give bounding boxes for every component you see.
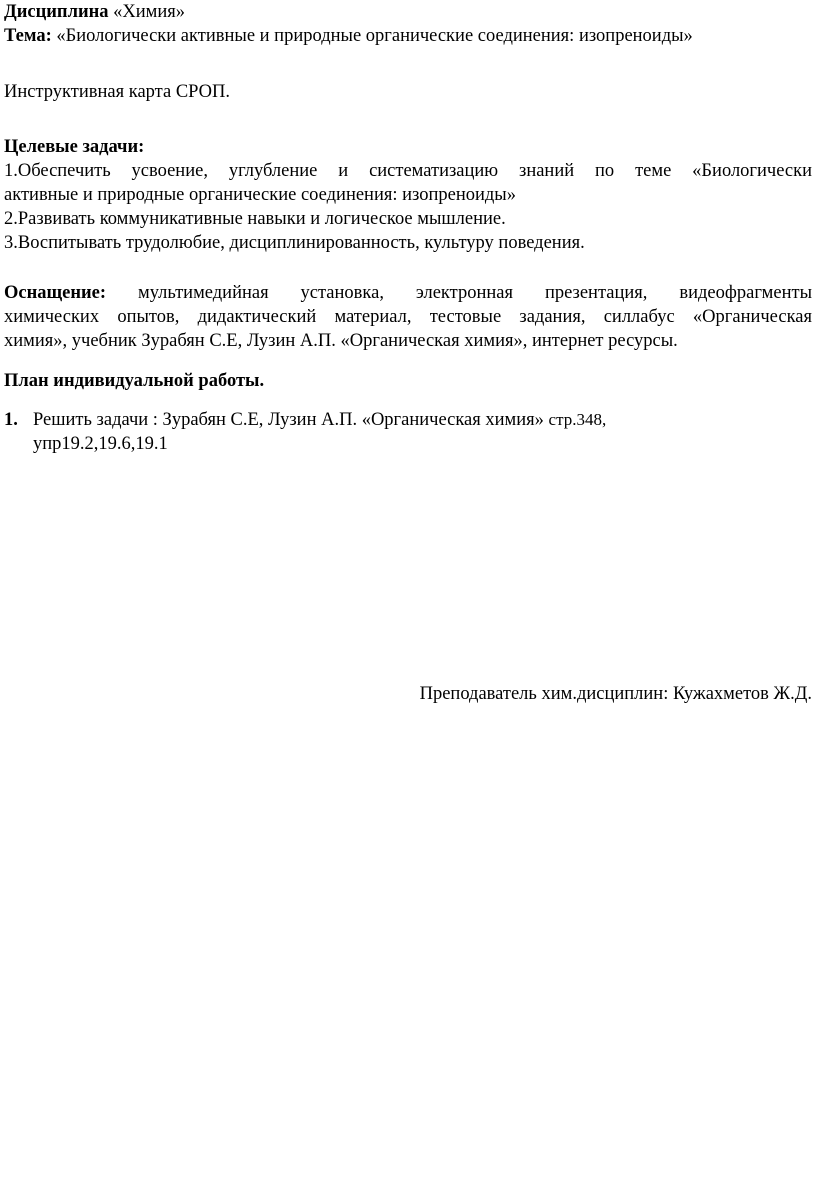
spacer bbox=[4, 104, 812, 135]
equipment-line-3: химия», учебник Зурабян С.Е, Лузин А.П. «Органическая химия», интернет ресурсы. bbox=[4, 331, 678, 351]
spacer bbox=[4, 48, 812, 80]
topic-value: «Биологически активные и природные органические соединения: изопреноиды» bbox=[56, 26, 693, 46]
plan-item-line-1 bbox=[33, 408, 812, 432]
plan-heading bbox=[4, 369, 812, 393]
plan-item-ref: стр.348, bbox=[548, 410, 607, 429]
discipline-label: Дисциплина bbox=[4, 2, 109, 22]
topic-label: Тема: bbox=[4, 26, 52, 46]
equipment-text-1: мультимедийная установка, электронная презентация, видеофрагменты bbox=[137, 283, 812, 303]
goal-item-1-line-1: 1.Обеспечить усвоение, углубление и систематизацию знаний по теме «Биологически bbox=[4, 161, 812, 181]
equipment-line-2: химических опытов, дидактический материал, тестовые задания, силлабус «Органическая bbox=[4, 307, 812, 327]
topic-line bbox=[4, 24, 812, 48]
plan-item-body bbox=[33, 408, 812, 456]
spacer bbox=[4, 393, 812, 408]
plan-heading-text: План индивидуальной работы. bbox=[4, 371, 265, 391]
equipment-label: Оснащение: bbox=[4, 283, 107, 303]
discipline-value: «Химия» bbox=[113, 2, 186, 22]
plan-item-line-2: упр19.2,19.6,19.1 bbox=[33, 434, 168, 454]
goal-item-3: 3.Воспитывать трудолюбие, дисциплинированность, культуру поведения. bbox=[4, 233, 585, 253]
plan-item-text: Решить задачи : Зурабян С.Е, Лузин А.П. «Органическая химия» bbox=[33, 410, 544, 430]
document-page bbox=[4, 0, 812, 456]
card-title: Инструктивная карта СРОП. bbox=[4, 82, 231, 102]
goal-item-1-line-2: активные и природные органические соединения: изопреноиды» bbox=[4, 185, 516, 205]
equipment-line-1 bbox=[4, 281, 812, 305]
spacer bbox=[4, 353, 812, 369]
goals-heading-text: Целевые задачи: bbox=[4, 137, 145, 157]
spacer bbox=[4, 255, 812, 281]
goal-item-2: 2.Развивать коммуникативные навыки и логическое мышление. bbox=[4, 209, 506, 229]
plan-item-number: 1. bbox=[4, 410, 18, 430]
plan-item-1 bbox=[4, 408, 812, 456]
goals-heading bbox=[4, 135, 812, 159]
discipline-line bbox=[4, 0, 812, 24]
teacher-signature: Преподаватель хим.дисциплин: Кужахметов Ж.Д. bbox=[419, 684, 812, 704]
